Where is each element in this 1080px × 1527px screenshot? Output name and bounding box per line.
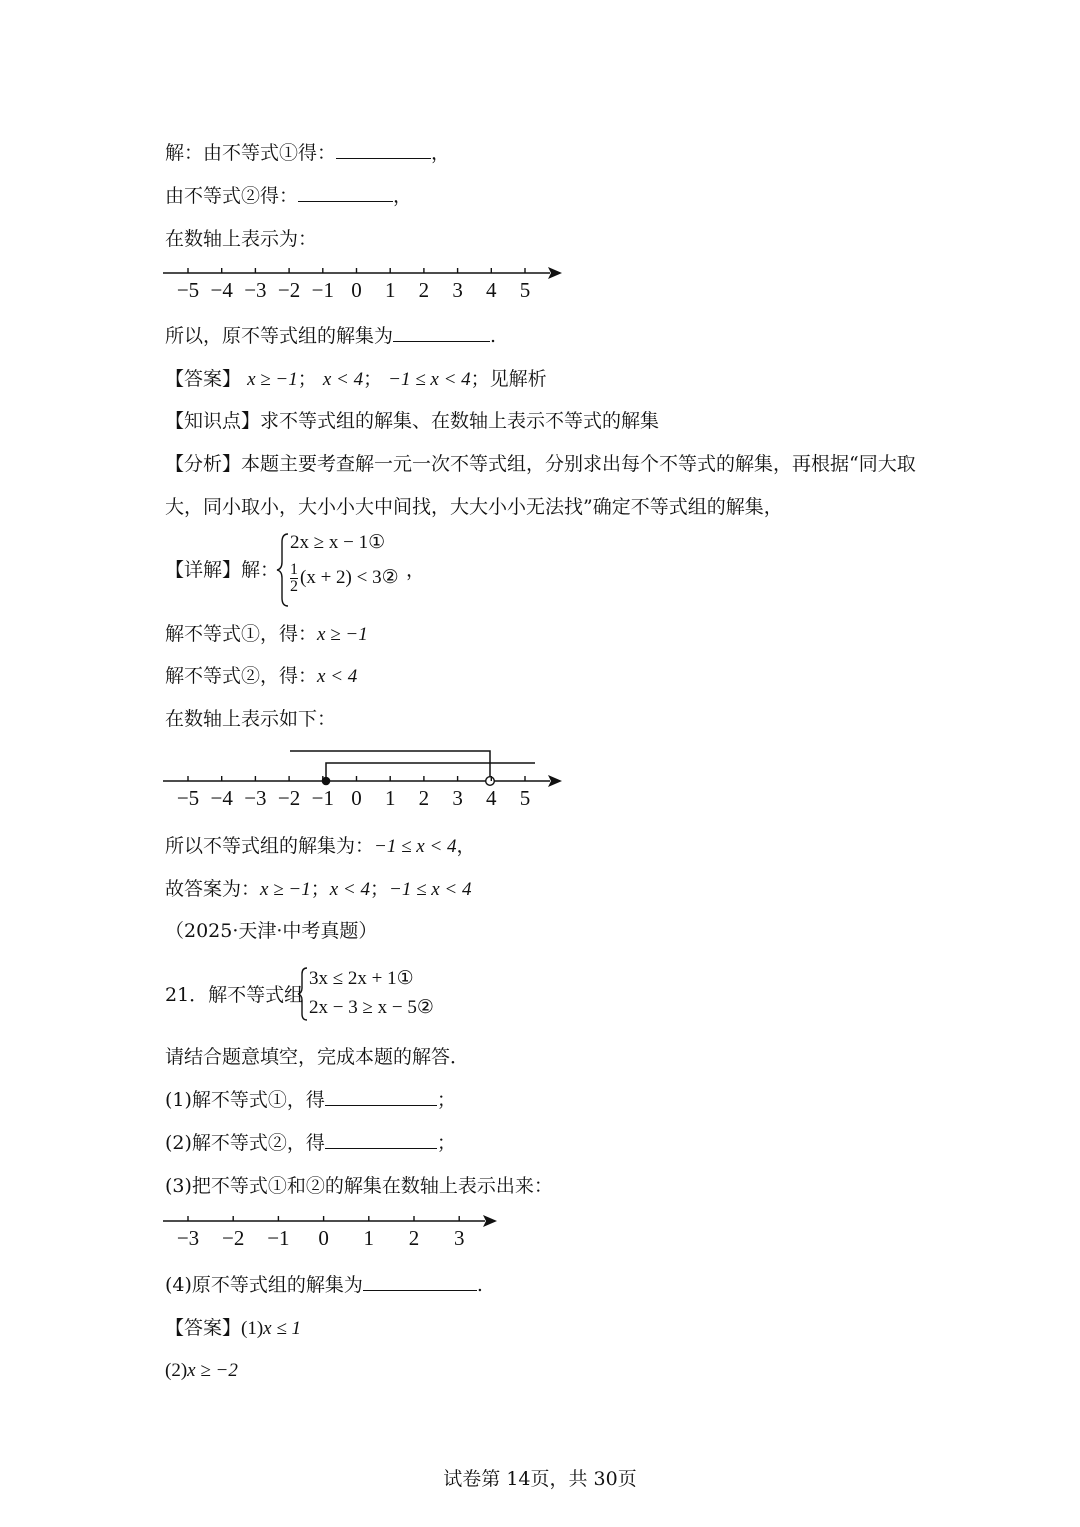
axis-tick-label: 3 [452, 786, 463, 810]
axis-tick-label: 5 [519, 278, 531, 302]
result-value: x < 4 [329, 879, 370, 900]
axis-tick-label: 0 [351, 786, 362, 810]
separator: ；见解析 [470, 368, 547, 390]
system-line-1: 3x ≤ 2x + 1① [309, 968, 414, 989]
axis-tick-label: −1 [311, 278, 334, 302]
step-text: 解：由不等式①得： [165, 142, 337, 164]
fraction [290, 562, 298, 595]
answer-value: x < 4 [322, 369, 364, 390]
punctuation: . [476, 1274, 483, 1296]
answer-tag: 【答案】 [165, 368, 242, 390]
answer-blank[interactable] [325, 1130, 437, 1149]
result-value: x ≥ −1 [317, 624, 368, 645]
step-3: (3)把不等式①和②的解集在数轴上表示出来： [165, 1175, 553, 1197]
step-line-1 [165, 140, 450, 166]
axis-tick-label: 1 [384, 278, 396, 302]
analysis-line-2: 大，同小取小，大小小大中间找，大大小小无法找”确定不等式组的解集， [165, 496, 783, 518]
punctuation: ， [393, 185, 413, 207]
system-line-1: 2x ≥ x − 1① [290, 532, 386, 553]
axis-tick-label: 0 [351, 278, 362, 302]
axis-tick-label: −1 [311, 786, 334, 810]
prompt-line: 请结合题意填空，完成本题的解答． [165, 1046, 470, 1068]
open-dot-icon [486, 777, 495, 786]
result-value: x ≥ −1 [260, 879, 311, 900]
punctuation: . [490, 325, 497, 347]
number-line-solution [155, 740, 575, 810]
axis-tick-label: −3 [244, 786, 267, 810]
left-brace-icon [297, 966, 309, 1022]
axis-tick-label: −4 [210, 786, 233, 810]
axis-tick-label: 4 [486, 278, 497, 302]
answer-line [165, 1315, 301, 1342]
punctuation: ， [456, 835, 476, 857]
answer-label: (1) [241, 1318, 264, 1339]
axis-tick-label: 4 [486, 786, 497, 810]
solution-bracket-lt4 [290, 751, 490, 778]
solution-bracket-ge-1 [326, 763, 535, 778]
step-text: 解不等式②，得： [165, 665, 318, 687]
axis-tick-label: −1 [267, 1226, 290, 1250]
step-line-3: 在数轴上表示为： [165, 228, 318, 250]
conclusion-line [165, 833, 476, 860]
answer-line-2 [165, 1357, 238, 1384]
axis-tick-label: −5 [176, 786, 200, 810]
axis-tick-label: 2 [408, 1226, 420, 1250]
axis-tick-label: −4 [210, 278, 233, 302]
axis-tick-label: −2 [277, 278, 301, 302]
separator: ； [310, 878, 330, 900]
step-text: 所以，原不等式组的解集为 [165, 325, 394, 347]
system-line-2 [290, 562, 399, 595]
detail-tag: 【详解】解： [165, 559, 280, 581]
answer-value: x ≥ −2 [187, 1360, 238, 1381]
axis-tick-label: 1 [384, 786, 396, 810]
final-answer-line [165, 876, 472, 903]
axis-tick-label: −2 [277, 786, 301, 810]
page-footer: 试卷第 14页，共 30页 [443, 1468, 637, 1490]
punctuation: ； [436, 1089, 456, 1111]
answer-blank[interactable] [393, 323, 490, 342]
number-line-blank [155, 258, 575, 306]
answer-blank[interactable] [363, 1272, 477, 1291]
step-text: (4)原不等式组的解集为 [165, 1274, 363, 1296]
separator: ； [363, 368, 383, 390]
step-2 [165, 1130, 456, 1156]
answer-blank[interactable] [298, 183, 393, 202]
solve-line-2 [165, 663, 357, 690]
answer-value: x ≤ 1 [263, 1318, 302, 1339]
denominator: 2 [290, 578, 298, 595]
step-text: (2)解不等式②，得 [165, 1132, 325, 1154]
axis-tick-label: −5 [176, 278, 200, 302]
answer-value: x ≥ −1 [247, 369, 298, 390]
step-line-2 [165, 183, 412, 209]
punctuation: ； [436, 1132, 456, 1154]
separator: ； [297, 368, 317, 390]
answer-label: (2) [165, 1360, 188, 1381]
number-line-q21 [155, 1206, 515, 1254]
step-text: 故答案为： [165, 878, 261, 900]
analysis-line-1: 【分析】本题主要考查解一元一次不等式组，分别求出每个不等式的解集，再根据“同大取 [165, 453, 916, 475]
axis-tick-label: 3 [453, 1226, 465, 1250]
axis-tick-label: 2 [418, 278, 430, 302]
left-brace-icon [276, 532, 290, 608]
answer-tag: 【答案】 [165, 1317, 242, 1339]
axis-tick-label: −2 [222, 1226, 245, 1250]
system-expression: (x + 2) < 3② [300, 566, 399, 588]
step-text: 解不等式①，得： [165, 623, 318, 645]
step-line-4 [165, 323, 496, 349]
knowledge-line: 【知识点】求不等式组的解集、在数轴上表示不等式的解集 [165, 410, 660, 432]
system-line-2: 2x − 3 ≥ x − 5② [309, 997, 434, 1018]
answer-value: −1 ≤ x < 4 [388, 369, 471, 390]
answer-blank[interactable] [336, 140, 431, 159]
separator: ； [369, 878, 389, 900]
axis-tick-label: 0 [318, 1226, 329, 1250]
axis-tick-label: −3 [244, 278, 267, 302]
step-text: (1)解不等式①，得 [165, 1089, 325, 1111]
axis-tick-label: 5 [519, 786, 531, 810]
step-1 [165, 1087, 456, 1113]
solve-line-1 [165, 621, 368, 648]
show-line: 在数轴上表示如下： [165, 708, 337, 730]
result-value: −1 ≤ x < 4 [374, 836, 457, 857]
question-source: （2025·天津·中考真题） [165, 920, 378, 942]
punctuation: ， [431, 142, 451, 164]
result-value: −1 ≤ x < 4 [389, 879, 472, 900]
numerator: 1 [290, 561, 298, 578]
axis-tick-label: 3 [452, 278, 463, 302]
question-number: 21．解不等式组 [165, 984, 304, 1006]
punctuation: ， [406, 560, 426, 581]
result-value: x < 4 [317, 666, 358, 687]
answer-blank[interactable] [325, 1087, 437, 1106]
step-text: 所以不等式组的解集为： [165, 835, 375, 857]
axis-tick-label: −3 [176, 1226, 200, 1250]
step-text: 由不等式②得： [165, 185, 299, 207]
answer-line [165, 366, 547, 393]
axis-tick-label: 2 [418, 786, 430, 810]
axis-tick-label: 1 [363, 1226, 375, 1250]
step-4 [165, 1272, 483, 1298]
